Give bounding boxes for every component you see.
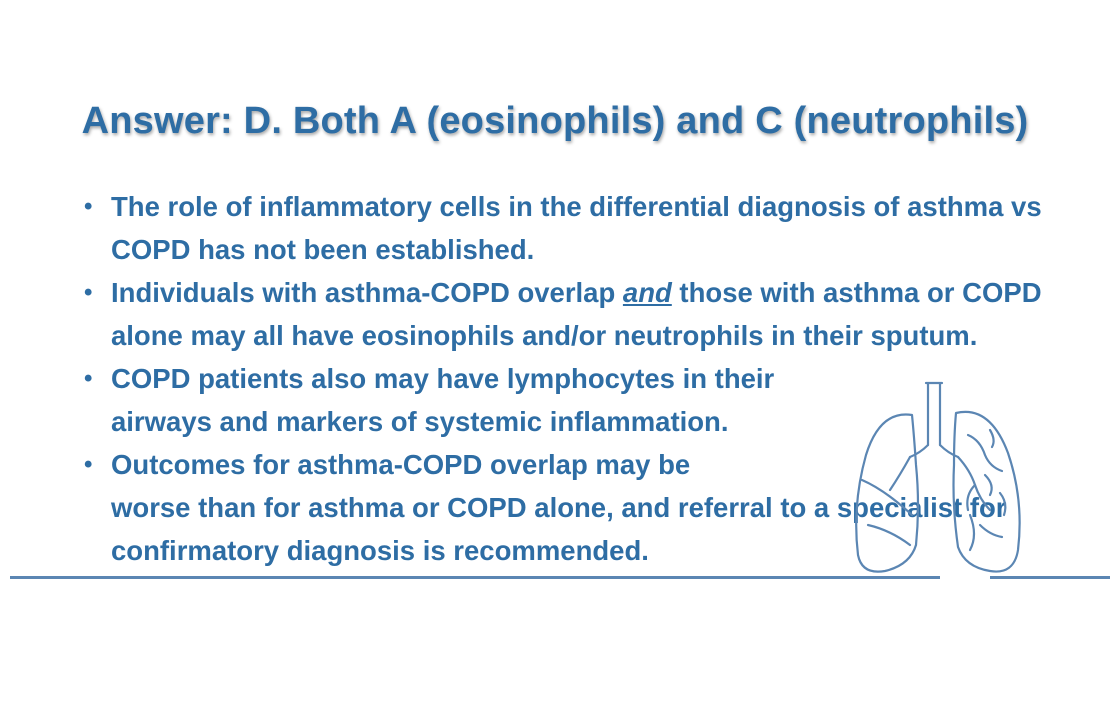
- bullet-3-text: COPD patients also may have lymphocytes in their airways and markers of systemic inflammation.: [111, 363, 775, 437]
- slide-title: Answer: D. Both A (eosinophils) and C (neutrophils): [81, 100, 1029, 142]
- bullet-4-line-2: worse than for asthma or COPD alone, and referral to a specialist for confirmatory diagnosis is recommended.: [111, 492, 1007, 566]
- bullet-item-2: [84, 271, 1044, 357]
- bullet-2-text-after: those with asthma or COPD alone may all have eosinophils and/or neutrophils in their sputum.: [111, 277, 1042, 351]
- bullet-item-1: [84, 185, 1044, 271]
- divider-line-left: [10, 576, 940, 579]
- bullet-2-text-before: Individuals with asthma-COPD overlap: [111, 277, 623, 308]
- bullet-4-line-1: Outcomes for asthma-COPD overlap may be: [111, 449, 691, 480]
- bullet-2-emphasis: and: [622, 277, 672, 308]
- bullet-1-text: The role of inflammatory cells in the differential diagnosis of asthma vs COPD has not been established.: [111, 191, 1042, 265]
- lungs-icon: [840, 375, 1030, 585]
- bullet-item-3: [84, 357, 811, 443]
